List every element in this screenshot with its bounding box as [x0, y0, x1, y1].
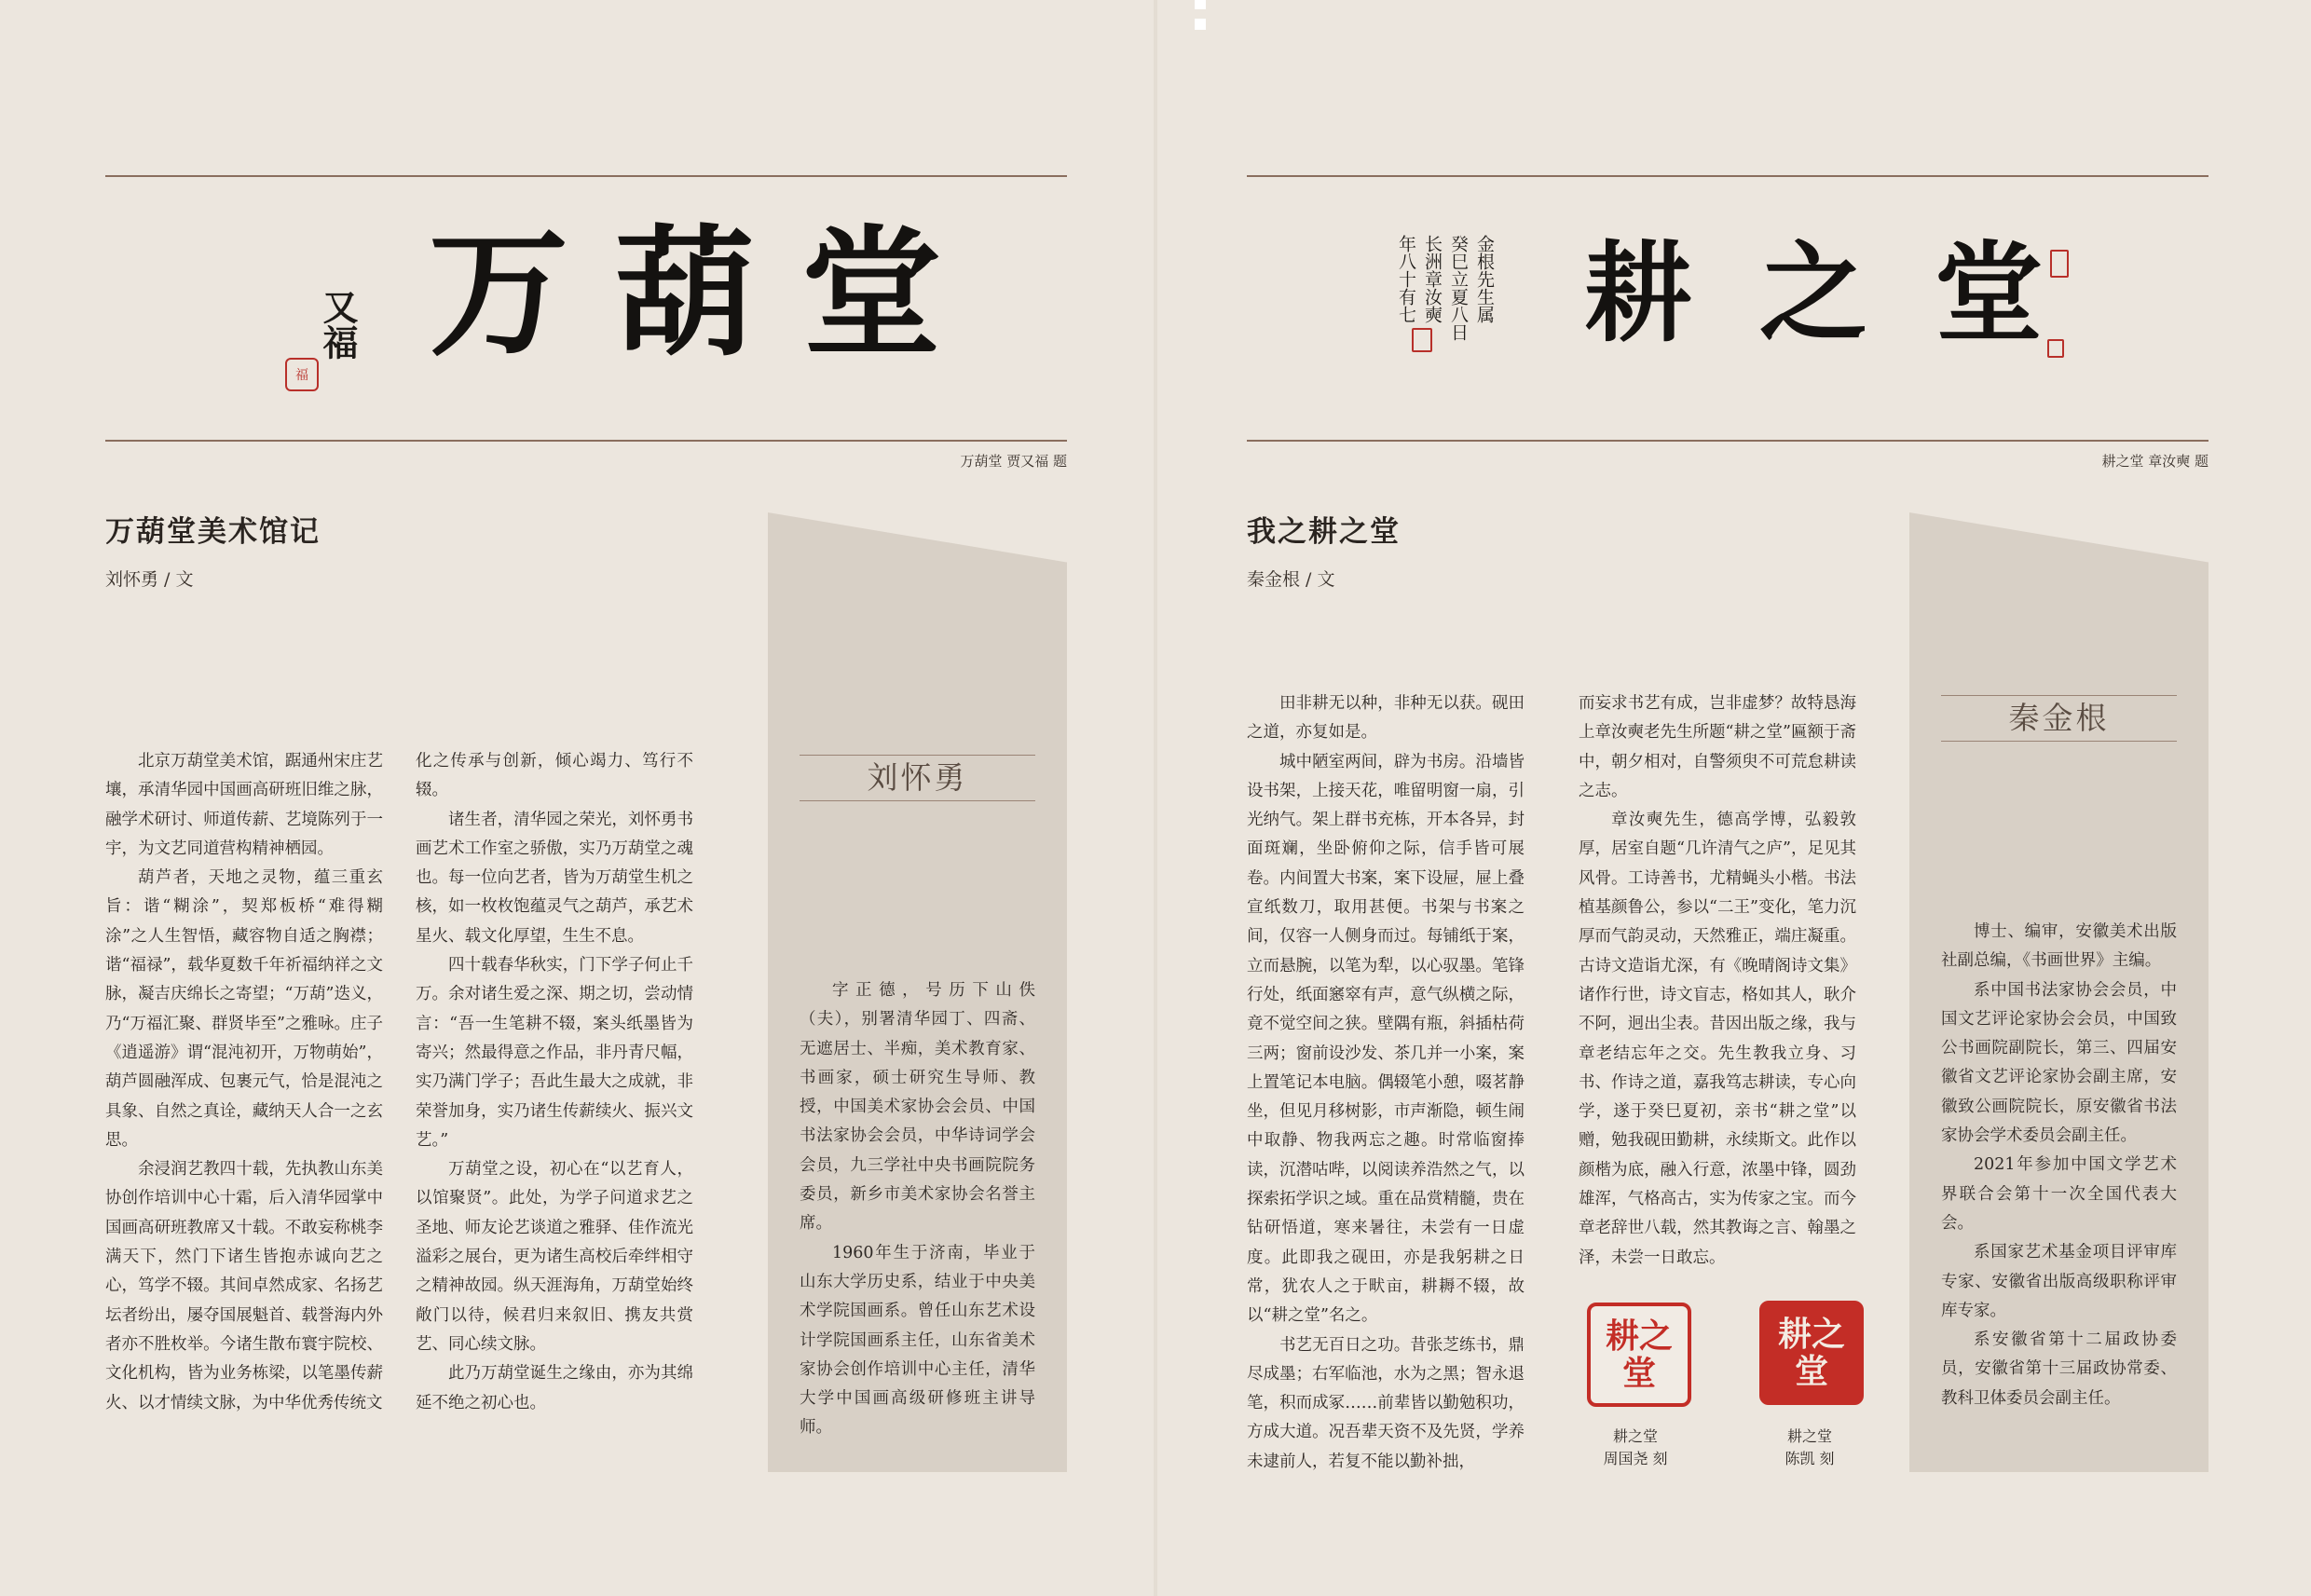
- top-rule: [105, 175, 1067, 177]
- seal-caption-title: 耕之堂: [1612, 1427, 1658, 1445]
- article-byline: 秦金根 / 文: [1247, 569, 1335, 590]
- calligraphy-inscription: [1393, 235, 1497, 393]
- bio-paragraph: 系安徽省第十二届政协委员，安徽省第十三届政协常委、教科卫体委员会副主任。: [1941, 1330, 2177, 1408]
- author-name: 秦金根: [1941, 695, 2177, 742]
- small-red-seal: [2047, 339, 2064, 358]
- small-red-seal: [1412, 328, 1432, 352]
- bio-paragraph: 2021年参加中国文学艺术界联合会第十一次全国代表大会。: [1941, 1155, 2177, 1233]
- calligraphy-caption: 耕之堂 章汝奭 题: [2101, 453, 2208, 470]
- author-name: 刘怀勇: [800, 755, 1035, 801]
- paragraph: 田非耕无以种，非种无以获。砚田之道，亦复如是。: [1247, 694, 1525, 743]
- calligraphy-main: 万葫堂: [429, 211, 989, 375]
- paragraph: 此乃万葫堂诞生之缘由，亦为其绵延不绝之初心也。: [416, 1364, 693, 1412]
- inscription-line: 癸巳立夏八日: [1448, 235, 1469, 341]
- paragraph: 北京万葫堂美术馆，踞通州宋庄艺壤，承清华园中国画高研班旧维之脉，融学术研讨、师道传薪、艺境陈列于一宇，为文艺同道营构精神栖园。: [105, 752, 383, 858]
- inscription-line: 年八十有七: [1396, 235, 1416, 323]
- article-title: 我之耕之堂: [1247, 515, 1401, 549]
- inscription-line: 金根先生属: [1474, 235, 1495, 323]
- top-rule: [1247, 175, 2208, 177]
- paragraph: 书艺无百日之功。昔张芝练书，鼎尽成墨；右军临池，水为之黑；智永退笔，积而成冢……前辈皆以勤勉积功，方成大道。况吾辈天资不及先贤，学养未逮前人，若复不能以勤补拙，: [1247, 1335, 1525, 1471]
- paragraph: 章汝奭先生，德高学博，弘毅敦厚，居室自题“几许清气之庐”，足见其风骨。工诗善书，尤精蝇头小楷。书法植基颜鲁公，参以“二王”变化，笔力沉厚而气韵灵动，天然雅正，端庄凝重。古诗文造诣尤深，有《晚晴阁诗文集》诸作行世，诗文盲志，格如其人，耿介不阿，迥出尘表。昔因出版之缘，我与章老结忘年之交。先生教我立身、习书、作诗之道，嘉我笃志耕读，专心向学，遂于癸巳夏初，亲书“耕之堂”以赠，勉我砚田勤耕，永续斯文。此作以颜楷为底，融入行意，浓墨中锋，圆劲雄浑，气格高古，实为传家之宝。而今章老辞世八载，然其教诲之言、翰墨之泽，未尝一日敢忘。: [1579, 811, 1856, 1267]
- seal-caption-carver: 周国尧 刻: [1603, 1450, 1668, 1467]
- bottom-rule: [105, 440, 1067, 442]
- bio-paragraph: 系国家艺术基金项目评审库专家、安徽省出版高级职称评审库专家。: [1941, 1243, 2177, 1320]
- paragraph: 余浸润艺教四十载，先执教山东美协创作培训中心十霜，后入清华园掌中国画高研班教席又十载。不敢妄称桃李满天下，然门下诸生皆抱赤诚向艺之心，笃学不辍。其间卓然成家、名扬艺坛者纷出，屡夺国展魁首、载誉海内外者亦不胜枚举。今诸生散布寰宇院校、文化机构，皆为业务栋梁，以笔墨传薪火、以才情续文脉，为中华优秀传统文: [105, 1160, 383, 1412]
- article-column-2: [1579, 689, 1856, 1273]
- red-seal-stamp: 福: [285, 358, 319, 391]
- seal-caption-2: [1735, 1425, 1884, 1470]
- article-column-2: [416, 747, 693, 1418]
- article-column-1: [105, 747, 383, 1418]
- paragraph: 葫芦者，天地之灵物，蕴三重玄旨：谐“糊涂”，契郑板桥“难得糊涂”之人生智悟，藏容物自适之胸襟；谐“福禄”，载华夏数千年祈福纳祥之文脉，凝吉庆绵长之寄望；“万葫”迭义，乃“万福汇聚、群贤毕至”之雅咏。庄子《逍遥游》谓“混沌初开，万物萌始”，葫芦圆融浑成、包裹元气，恰是混沌之具象、自然之真诠，藏纳天人合一之玄思。: [105, 868, 383, 1150]
- bottom-rule: [1247, 440, 2208, 442]
- calligraphy-signature: 又福: [317, 289, 359, 360]
- small-red-seal: [2050, 250, 2069, 278]
- seal-caption-1: [1561, 1425, 1710, 1470]
- seal-stamp-2: 耕之堂: [1759, 1301, 1864, 1405]
- paragraph: 城中陋室两间，辟为书房。沿墙皆设书架，上接天花，唯留明窗一扇，引光纳气。架上群书充栋，开本各异，封面斑斓，坐卧俯仰之际，信手皆可展卷。内间置大书案，案下设屉，屉上叠宣纸数刀，取用甚便。书架与书案之间，仅容一人侧身而过。每铺纸于案，立而悬腕，以笔为犁，以心驭墨。笔锋行处，纸面窸窣有声，意气纵横之际，竟不觉空间之狭。壁隅有瓶，斜插枯荷三两；窗前设沙发、茶几并一小案，案上置笔记本电脑。偶辍笔小憩，啜茗静坐，但见月移树影，市声渐隐，顿生闹中取静、物我两忘之趣。时常临窗捧读，沉潜咕哔，以阅读养浩然之气，以探索拓学识之域。重在品赏精髓，贵在钻研悟道，寒来暑往，未尝有一日虚度。此即我之砚田，亦是我躬耕之日常，犹农人之于畎亩，耕耨不辍，故以“耕之堂”名之。: [1247, 752, 1525, 1326]
- paragraph: 诸生者，清华园之荣光，刘怀勇书画艺术工作室之骄傲，实乃万葫堂之魂也。每一位向艺者，皆为万葫堂生机之核，如一枚枚饱蕴灵气之葫芦，承艺术星火、载文化厚望，生生不息。: [416, 810, 693, 946]
- article-column-1: [1247, 689, 1525, 1477]
- paragraph: 四十载春华秋实，门下学子何止千万。余对诸生爱之深、期之切，尝动情言：“吾一生笔耕不辍，案头纸墨皆为寄兴；然最得意之作品，非丹青尺幅，实乃满门学子；吾此生最大之成就，非荣誉加身，实乃诸生传薪续火、振兴文艺。”: [416, 956, 693, 1150]
- right-page: [1156, 0, 2311, 1596]
- paragraph: 而妄求书艺有成，岂非虚梦？故特恳海上章汝奭老先生所题“耕之堂”匾额于斋中，朝夕相对，自警须臾不可荒怠耕读之志。: [1579, 694, 1856, 800]
- article-title: 万葫堂美术馆记: [105, 515, 321, 549]
- calligraphy-main: 耕之堂: [1584, 230, 2110, 357]
- author-bio: [800, 976, 1035, 1443]
- seal-stamp-1: 耕之堂: [1587, 1303, 1691, 1407]
- calligraphy-caption: 万葫堂 贾又福 题: [960, 453, 1067, 470]
- bio-paragraph: 博士、编审，安徽美术出版社副总编，《书画世界》主编。: [1941, 922, 2177, 971]
- article-byline: 刘怀勇 / 文: [105, 569, 194, 590]
- seal-caption-title: 耕之堂: [1786, 1427, 1832, 1445]
- paragraph: 万葫堂之设，初心在“以艺育人，以馆聚贤”。此处，为学子问道求艺之圣地、师友论艺谈道之雅驿、佳作流光溢彩之展台，更为诸生高校后牵绊相守之精神故园。纵天涯海角，万葫堂始终敞门以待，候君归来叙旧、携友共赏艺、同心续文脉。: [416, 1160, 693, 1354]
- bio-paragraph: 1960年生于济南，毕业于山东大学历史系，结业于中央美术学院国画系。曾任山东艺术设计学院国画系主任，山东省美术家协会创作培训中心主任，清华大学中国画高级研修班主讲导师。: [800, 1243, 1035, 1438]
- inscription-line: 长洲章汝奭: [1422, 235, 1443, 323]
- seal-caption-carver: 陈凯 刻: [1785, 1450, 1835, 1467]
- bio-paragraph: 系中国书法家协会会员，中国文艺评论家协会会员，中国致公书画院副院长，第三、四届安徽省文艺评论家协会副主席，安徽致公画院院长，原安徽省书法家协会学术委员会副主任。: [1941, 980, 2177, 1146]
- bio-paragraph: 字正德，号历下山佚（夫），别署清华园丁、四斋、无遮居士、半痴，美术教育家、书画家，硕士研究生导师、教授，中国美术家协会会员、中国书法家协会会员，中华诗词学会会员，九三学社中央书画院院务委员，新乡市美术家协会名誉主席。: [800, 981, 1035, 1234]
- author-bio: [1941, 918, 2177, 1413]
- paragraph: 化之传承与创新，倾心竭力、笃行不辍。: [416, 752, 693, 800]
